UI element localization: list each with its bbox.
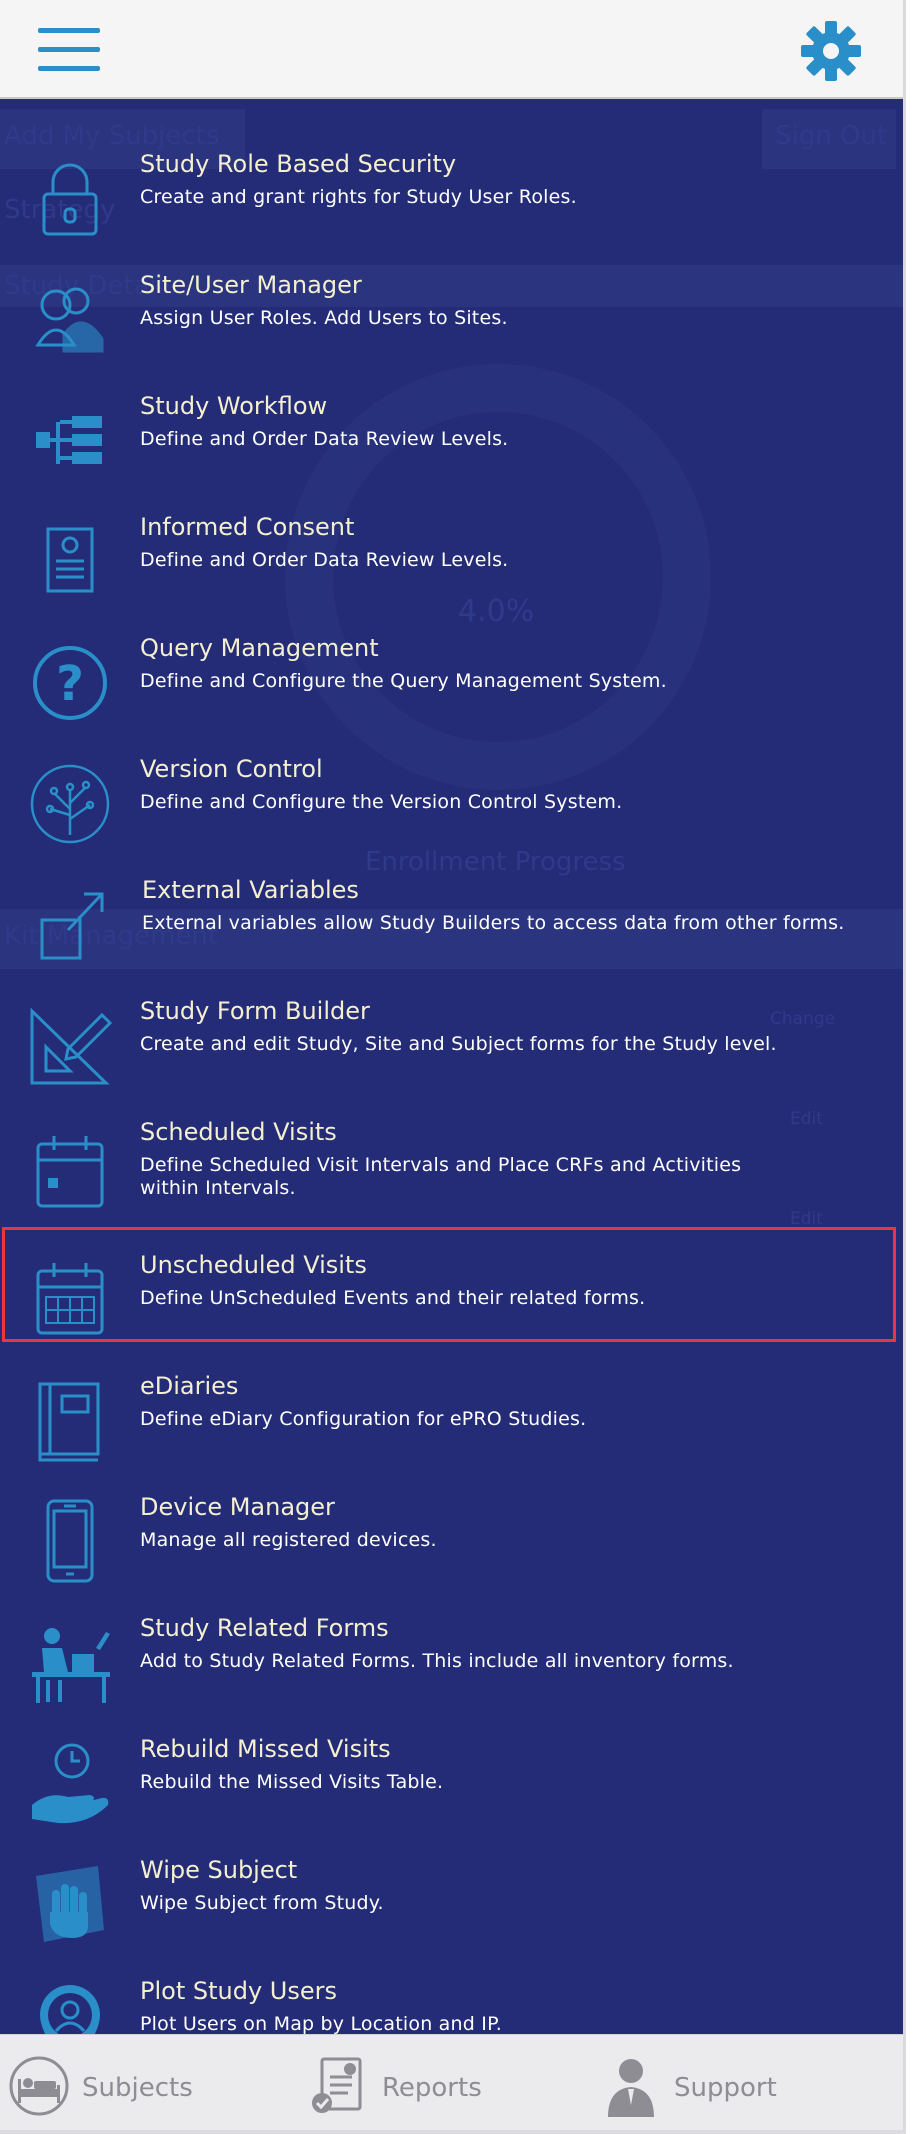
menu-item-ediaries[interactable] xyxy=(0,1362,904,1483)
menu-item-title: eDiaries xyxy=(140,1372,239,1400)
tab-reports[interactable] xyxy=(300,2035,590,2131)
consent-document-icon xyxy=(28,517,112,607)
menu-item-site-user-manager[interactable] xyxy=(0,261,904,382)
menu-item-title: Scheduled Visits xyxy=(140,1118,337,1146)
menu-item-title: Version Control xyxy=(140,755,323,783)
tab-label: Reports xyxy=(382,2073,482,2103)
patient-bed-icon xyxy=(8,2055,70,2117)
menu-item-study-role-based-security[interactable] xyxy=(0,140,904,261)
menu-item-title: Informed Consent xyxy=(140,513,355,541)
menu-item-title: Study Related Forms xyxy=(140,1614,389,1642)
svg-text:?: ? xyxy=(56,656,84,712)
menu-item-description: Define and Configure the Version Control System. xyxy=(140,791,623,813)
background-change-link: Change xyxy=(770,1009,836,1029)
background-subjects-label: Add My Subjects xyxy=(4,121,220,151)
version-tree-icon xyxy=(28,759,112,849)
question-circle-icon xyxy=(28,638,112,728)
menu-item-description: Create and grant rights for Study User Roles. xyxy=(140,186,577,208)
map-pin-user-icon xyxy=(28,1981,112,2034)
tab-support[interactable] xyxy=(600,2035,900,2131)
menu-item-title: External Variables xyxy=(142,876,359,904)
menu-item-study-related-forms[interactable] xyxy=(0,1604,904,1725)
background-selector: Strategy xyxy=(4,195,116,225)
menu-item-study-form-builder[interactable] xyxy=(0,987,904,1108)
external-link-icon xyxy=(28,880,112,970)
background-signout-label: Sign Out xyxy=(775,121,888,151)
menu-item-title: Unscheduled Visits xyxy=(140,1251,367,1279)
menu-item-title: Device Manager xyxy=(140,1493,335,1521)
menu-item-title: Site/User Manager xyxy=(140,271,362,299)
workflow-tree-icon xyxy=(28,396,112,486)
background-progress-label: Enrollment Progress xyxy=(365,847,626,877)
diary-book-icon xyxy=(28,1376,112,1466)
window-bottom-edge xyxy=(0,2130,906,2134)
background-progress-value: 4.0% xyxy=(458,594,535,629)
tab-label: Subjects xyxy=(82,2073,193,2103)
menu-item-description: Manage all registered devices. xyxy=(140,1529,437,1551)
clock-hand-icon xyxy=(28,1739,112,1829)
background-edit-link-2: Edit xyxy=(790,1209,823,1229)
menu-item-unscheduled-visits[interactable] xyxy=(0,1241,904,1362)
menu-item-title: Query Management xyxy=(140,634,379,662)
menu-item-description: Define eDiary Configuration for ePRO Studies. xyxy=(140,1408,587,1430)
menu-item-title: Rebuild Missed Visits xyxy=(140,1735,391,1763)
background-kit-title: Kit Management xyxy=(4,921,219,951)
calendar-day-icon xyxy=(28,1128,112,1218)
menu-item-study-workflow[interactable] xyxy=(0,382,904,503)
side-menu xyxy=(0,99,904,2034)
menu-item-description: Rebuild the Missed Visits Table. xyxy=(140,1771,444,1793)
window-edge-shadow xyxy=(903,0,906,2132)
menu-item-description: Create and edit Study, Site and Subject forms for the Study level. xyxy=(140,1033,777,1055)
menu-item-description: Wipe Subject from Study. xyxy=(140,1892,384,1914)
desk-worker-icon xyxy=(28,1618,112,1708)
menu-item-title: Plot Study Users xyxy=(140,1977,337,2005)
menu-item-external-variables[interactable] xyxy=(0,866,904,987)
menu-item-description: Plot Users on Map by Location and IP. xyxy=(140,2013,503,2034)
menu-item-version-control[interactable] xyxy=(0,745,904,866)
bottom-tab-bar xyxy=(0,2034,904,2131)
wipe-cloth-icon xyxy=(28,1860,112,1950)
menu-item-description: Define and Order Data Review Levels. xyxy=(140,549,509,571)
menu-item-description: Define and Configure the Query Management System. xyxy=(140,670,667,692)
menu-item-description: Define UnScheduled Events and their related forms. xyxy=(140,1287,646,1309)
menu-item-title: Wipe Subject xyxy=(140,1856,298,1884)
padlock-icon xyxy=(28,154,112,244)
menu-item-rebuild-missed-visits[interactable] xyxy=(0,1725,904,1846)
menu-item-device-manager[interactable] xyxy=(0,1483,904,1604)
report-document-icon xyxy=(308,2055,370,2117)
set-square-pencil-icon xyxy=(28,1001,112,1091)
background-edit-link-1: Edit xyxy=(790,1109,823,1129)
tab-subjects[interactable] xyxy=(0,2035,290,2131)
calendar-grid-icon xyxy=(28,1255,112,1345)
top-bar xyxy=(0,0,904,99)
menu-item-query-management[interactable] xyxy=(0,624,904,745)
menu-item-description: Define Scheduled Visit Intervals and Place CRFs and Activities within Intervals. xyxy=(140,1154,742,1199)
menu-item-scheduled-visits[interactable] xyxy=(0,1108,904,1238)
phone-device-icon xyxy=(28,1497,112,1587)
menu-item-wipe-subject[interactable] xyxy=(0,1846,904,1967)
menu-item-description: Assign User Roles. Add Users to Sites. xyxy=(140,307,508,329)
users-icon xyxy=(28,275,112,365)
menu-item-title: Study Role Based Security xyxy=(140,150,457,178)
menu-item-title: Study Workflow xyxy=(140,392,328,420)
menu-item-description: Define and Order Data Review Levels. xyxy=(140,428,509,450)
support-person-icon xyxy=(600,2055,662,2117)
gear-icon[interactable] xyxy=(800,20,862,82)
tab-label: Support xyxy=(674,2073,777,2103)
background-section-title: Study Details xyxy=(4,271,178,301)
menu-item-description: External variables allow Study Builders to access data from other forms. xyxy=(142,912,845,934)
hamburger-icon[interactable] xyxy=(38,28,100,72)
menu-item-description: Add to Study Related Forms. This include all inventory forms. xyxy=(140,1650,734,1672)
menu-item-informed-consent[interactable] xyxy=(0,503,904,624)
menu-item-plot-study-users[interactable] xyxy=(0,1967,904,2034)
menu-item-title: Study Form Builder xyxy=(140,997,370,1025)
